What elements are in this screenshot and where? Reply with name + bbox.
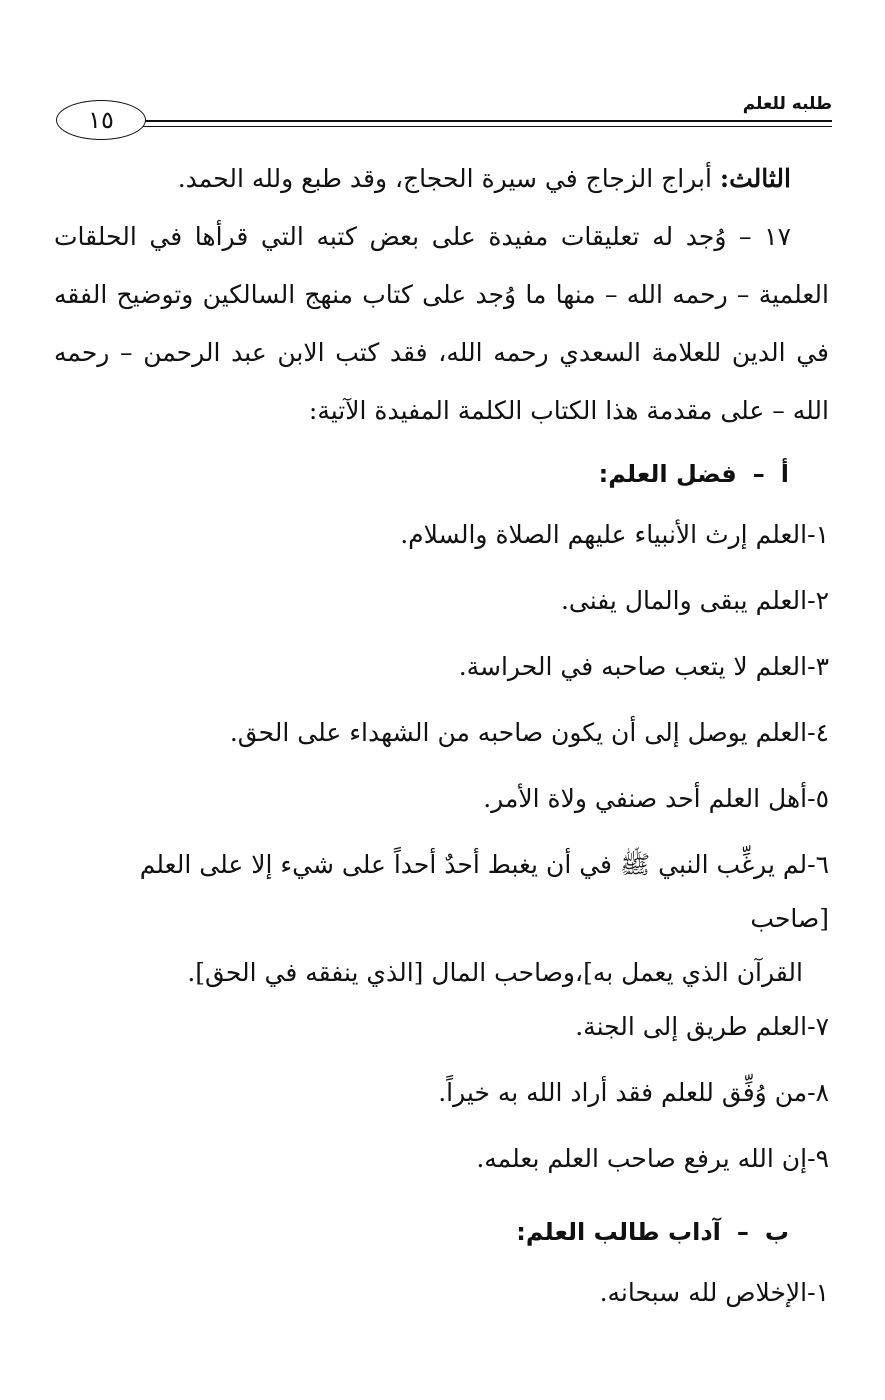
- list-item-6: [54, 838, 829, 1000]
- section-a-separator: –: [752, 460, 765, 488]
- header-rule-thick: [136, 120, 832, 122]
- page-body: [54, 150, 829, 1332]
- list-item: ٩-إن الله يرفع صاحب العلم بعلمه.: [476, 1144, 829, 1173]
- list-item: ٨-من وُفِّق للعلم فقد أراد الله به خيراً.: [438, 1078, 829, 1107]
- list-item: ١-الإخلاص لله سبحانه.: [599, 1278, 829, 1307]
- list-item: ١-العلم إرث الأنبياء عليهم الصلاة والسلام.: [400, 520, 829, 549]
- list-item: ٢-العلم يبقى والمال يفنى.: [560, 586, 829, 615]
- intro-paragraph: [54, 150, 829, 208]
- page-number: ١٥: [56, 100, 146, 140]
- list-item: ٣-العلم لا يتعب صاحبه في الحراسة.: [458, 652, 829, 681]
- list-item: ٧-العلم طريق إلى الجنة.: [575, 1012, 829, 1041]
- paragraph-17: ١٧ – وُجد له تعليقات مفيدة على بعض كتبه التي قرأها في الحلقات العلمية – رحمه الله – منها ما وُجد على كتاب منهج السالكين وتوضيح الفقه في الدين للعلامة السعدي رحمه الله، فقد كتب الابن عبد الرحمن – رحمه الله – على مقدمة هذا الكتاب الكلمة المفيدة الآتية:: [54, 222, 829, 425]
- intro-text: أبراج الزجاج في سيرة الحجاج، وقد طبع ولله الحمد.: [177, 164, 720, 193]
- section-b-separator: –: [736, 1218, 749, 1246]
- running-title: طلبه للعلم: [742, 94, 832, 114]
- header-rule-thin: [136, 126, 832, 127]
- section-b-heading: [54, 1198, 829, 1266]
- list-item: ٤-العلم يوصل إلى أن يكون صاحبه من الشهداء على الحق.: [229, 718, 829, 747]
- intro-label: الثالث:: [719, 164, 791, 193]
- page-header: [56, 92, 832, 152]
- section-a-list: [54, 508, 829, 1198]
- section-a-title: فضل العلم:: [598, 460, 737, 488]
- list-item: ٥-أهل العلم أحد صنفي ولاة الأمر.: [483, 784, 829, 813]
- section-b-list: [54, 1266, 829, 1332]
- list-item-6-line-2: القرآن الذي يعمل به]،وصاحب المال [الذي ينفقه في الحق].: [187, 958, 803, 987]
- section-a-heading: [54, 440, 829, 508]
- section-b-title: آداب طالب العلم:: [516, 1218, 721, 1246]
- list-item-6-line-1: ٦-لم يرغِّب النبي ﷺ في أن يغبط أحدٌ أحداً على شيء إلا على العلم [صاحب: [139, 850, 829, 933]
- section-a-letter: أ: [780, 460, 789, 488]
- section-b-letter: ب: [764, 1218, 789, 1246]
